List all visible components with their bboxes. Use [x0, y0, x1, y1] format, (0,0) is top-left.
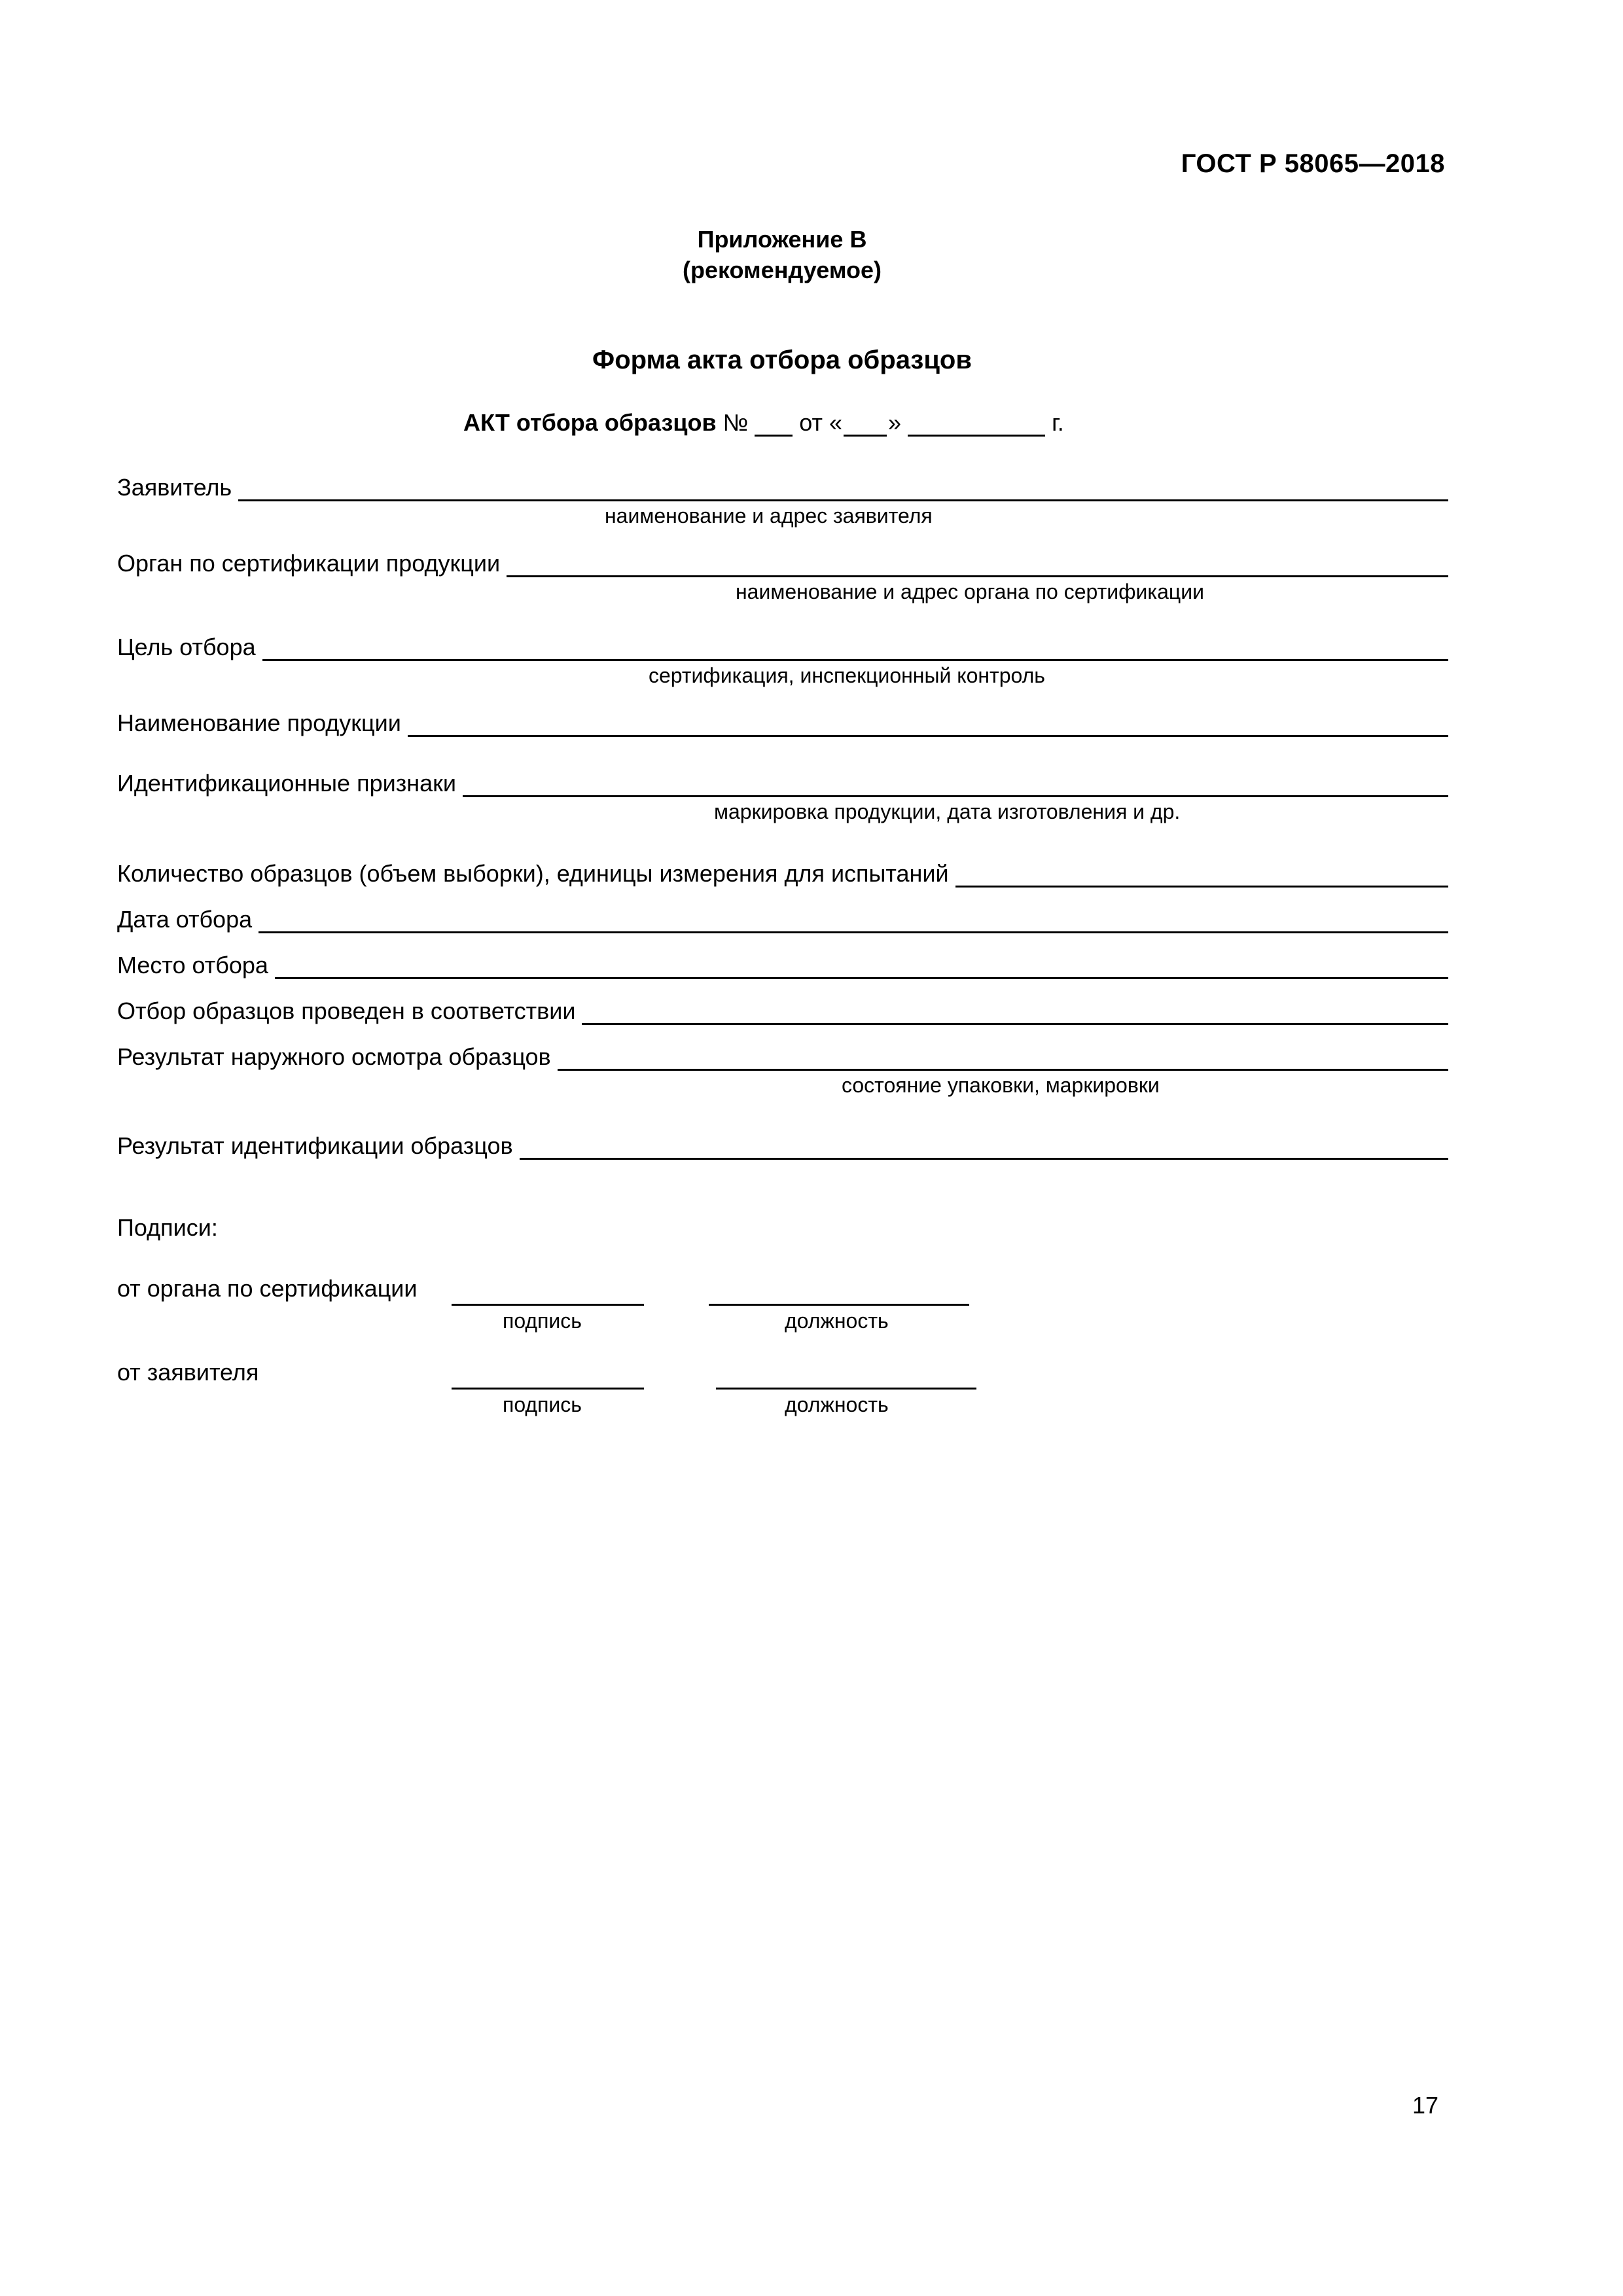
sample-quantity-input-line[interactable] — [955, 862, 1448, 888]
field-label: Результат наружного осмотра образцов — [117, 1043, 551, 1070]
certification-body-input-line[interactable] — [507, 552, 1448, 577]
form-title: Форма акта отбора образцов — [592, 346, 972, 374]
signature-hint: подпись — [503, 1309, 582, 1333]
position-line[interactable] — [709, 1304, 969, 1306]
field-label: Наименование продукции — [117, 709, 401, 736]
field-external-inspection — [117, 1041, 1448, 1071]
field-label: Заявитель — [117, 474, 232, 501]
sampling-compliance-input-line[interactable] — [582, 999, 1448, 1025]
field-product-name — [117, 707, 1448, 737]
page-number: 17 — [1412, 2092, 1438, 2119]
signature-row-label: от заявителя — [117, 1359, 259, 1386]
field-label: Отбор образцов проведен в соответствии — [117, 997, 576, 1024]
field-label: Идентификационные признаки — [117, 770, 456, 797]
standard-code: ГОСТ Р 58065—2018 — [1181, 149, 1445, 178]
product-name-input-line[interactable] — [408, 711, 1448, 737]
field-hint: наименование и адрес органа по сертификации — [736, 580, 1204, 603]
field-certification-body — [117, 547, 1448, 577]
act-month-field[interactable] — [908, 412, 1045, 437]
identification-result-input-line[interactable] — [520, 1134, 1448, 1160]
field-label: Дата отбора — [117, 906, 253, 933]
field-label: Место отбора — [117, 952, 268, 978]
field-identification-features — [117, 767, 1448, 797]
sampling-purpose-input-line[interactable] — [262, 636, 1448, 661]
applicant-input-line[interactable] — [238, 476, 1448, 501]
field-hint: сертификация, инспекционный контроль — [649, 664, 1045, 687]
field-sampling-purpose — [117, 631, 1448, 661]
position-hint: должность — [785, 1309, 889, 1333]
signature-hint: подпись — [503, 1393, 582, 1416]
act-day-field[interactable] — [844, 412, 887, 437]
act-header-line — [463, 409, 1064, 437]
field-sample-quantity — [117, 857, 1448, 888]
year-suffix: г. — [1052, 409, 1064, 436]
signature-line[interactable] — [452, 1304, 644, 1306]
field-sampling-compliance — [117, 995, 1448, 1025]
external-inspection-input-line[interactable] — [558, 1045, 1448, 1071]
field-sampling-place — [117, 949, 1448, 979]
field-hint: наименование и адрес заявителя — [605, 504, 933, 528]
signature-row-label: от органа по сертификации — [117, 1275, 418, 1302]
field-hint: состояние упаковки, маркировки — [842, 1073, 1160, 1097]
field-label: Орган по сертификации продукции — [117, 550, 501, 577]
field-label: Результат идентификации образцов — [117, 1132, 513, 1159]
field-label: Количество образцов (объем выборки), единицы измерения для испытаний — [117, 860, 949, 887]
signatures-title: Подписи: — [117, 1214, 218, 1241]
signature-line[interactable] — [452, 1388, 644, 1390]
sampling-date-input-line[interactable] — [259, 908, 1448, 933]
position-line[interactable] — [716, 1388, 976, 1390]
field-hint: маркировка продукции, дата изготовления и др. — [714, 800, 1181, 823]
appendix-title: Приложение В — [697, 226, 867, 253]
act-number-field[interactable] — [755, 412, 793, 437]
quote-close: » — [888, 409, 902, 436]
from-label: от « — [799, 409, 843, 436]
appendix-subtitle: (рекомендуемое) — [683, 257, 882, 283]
number-sign: № — [722, 409, 749, 436]
field-sampling-date — [117, 903, 1448, 933]
field-label: Цель отбора — [117, 634, 256, 660]
sampling-place-input-line[interactable] — [275, 954, 1448, 979]
field-applicant — [117, 471, 1448, 501]
field-identification-result — [117, 1130, 1448, 1160]
identification-features-input-line[interactable] — [463, 772, 1448, 797]
position-hint: должность — [785, 1393, 889, 1416]
act-label: АКТ отбора образцов — [463, 409, 717, 436]
